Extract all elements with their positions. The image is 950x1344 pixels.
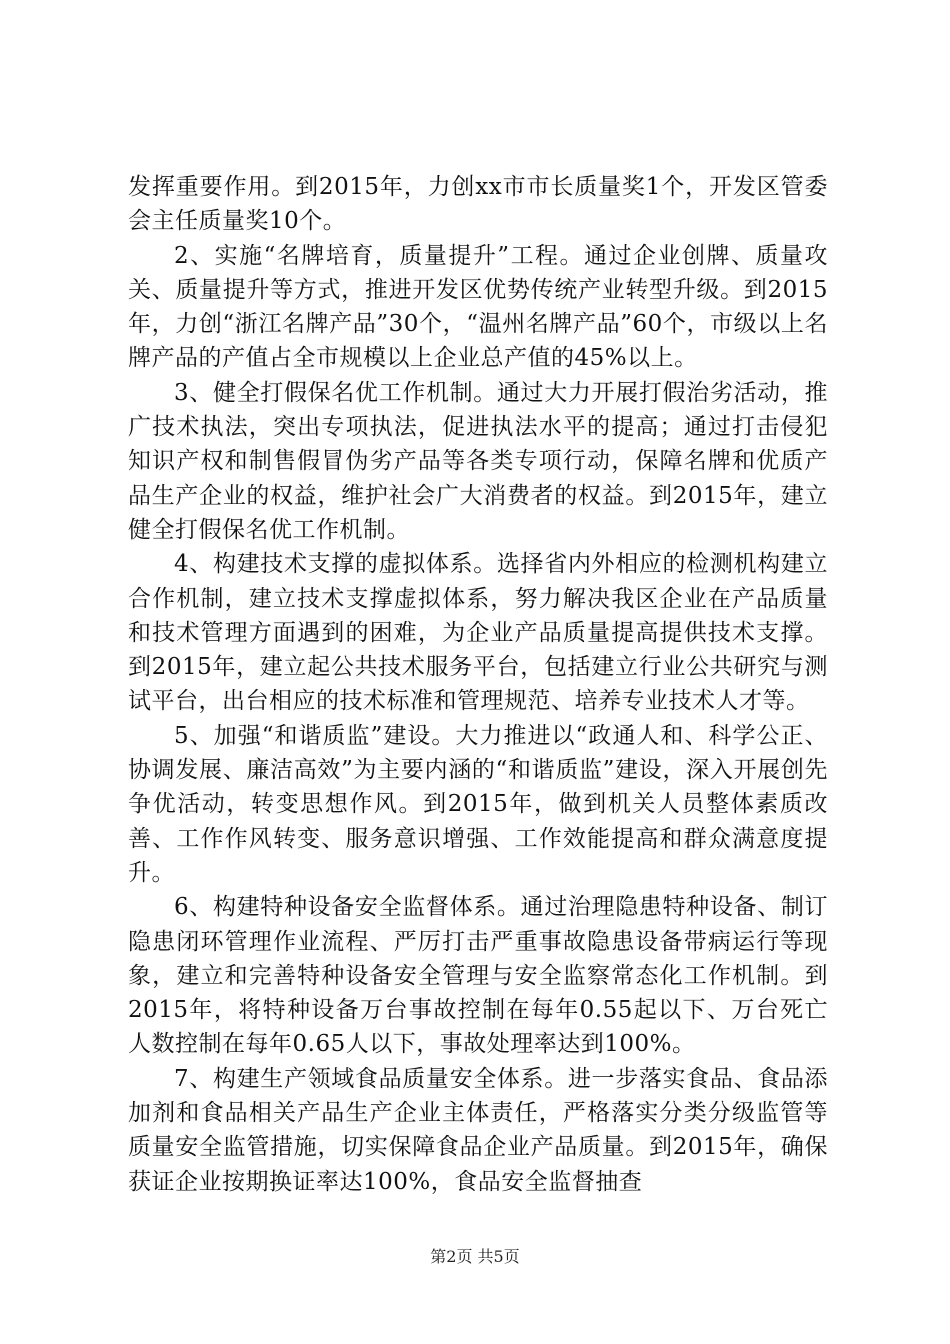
paragraph-1: 发挥重要作用。到2015年，力创xx市市长质量奖1个，开发区管委会主任质量奖10个。 <box>128 174 828 235</box>
document-body <box>128 170 828 1199</box>
paragraph-3: 3、健全打假保名优工作机制。通过大力开展打假治劣活动，推广技术执法，突出专项执法，促进执法水平的提高；通过打击侵犯知识产权和制售假冒伪劣产品等各类专项行动，保障名牌和优质产品生产企业的权益，维护社会广大消费者的权益。到2015年，建立健全打假保名优工作机制。 <box>128 379 828 543</box>
paragraph-4: 4、构建技术支撑的虚拟体系。选择省内外相应的检测机构建立合作机制，建立技术支撑虚拟体系，努力解决我区企业在产品质量和技术管理方面遇到的困难，为企业产品质量提高提供技术支撑。到2015年，建立起公共技术服务平台，包括建立行业公共研究与测试平台，出台相应的技术标准和管理规范、培养专业技术人才等。 <box>128 551 828 715</box>
page-footer: 第2页 共5页 <box>430 1247 520 1266</box>
paragraph-5: 5、加强“和谐质监”建设。大力推进以“政通人和、科学公正、协调发展、廉洁高效”为主要内涵的“和谐质监”建设，深入开展创先争优活动，转变思想作风。到2015年，做到机关人员整体素质改善、工作作风转变、服务意识增强、工作效能提高和群众满意度提升。 <box>128 722 828 886</box>
paragraph-6: 6、构建特种设备安全监督体系。通过治理隐患特种设备、制订隐患闭环管理作业流程、严厉打击严重事故隐患设备带病运行等现象，建立和完善特种设备安全管理与安全监察常态化工作机制。到2015年，将特种设备万台事故控制在每年0.55起以下、万台死亡人数控制在每年0.65人以下，事故处理率达到100%。 <box>128 894 828 1058</box>
paragraph-2: 2、实施“名牌培育，质量提升”工程。通过企业创牌、质量攻关、质量提升等方式，推进开发区优势传统产业转型升级。到2015年，力创“浙江名牌产品”30个，“温州名牌产品”60个，市级以上名牌产品的产值占全市规模以上企业总产值的45%以上。 <box>128 242 828 372</box>
paragraph-7: 7、构建生产领域食品质量安全体系。进一步落实食品、食品添加剂和食品相关产品生产企业主体责任，严格落实分类分级监管等质量安全监管措施，切实保障食品企业产品质量。到2015年，确保获证企业按期换证率达100%，食品安全监督抽查 <box>128 1065 828 1195</box>
